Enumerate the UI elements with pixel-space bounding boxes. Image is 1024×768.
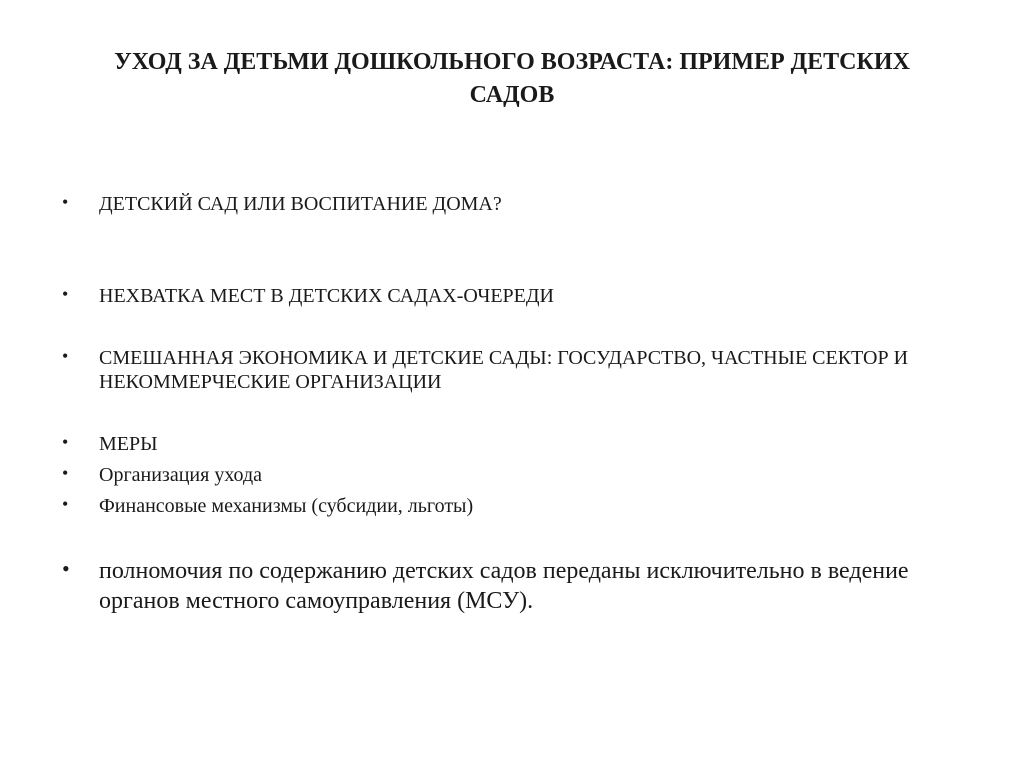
bullet-marker: •: [62, 463, 69, 483]
bullet-item: [62, 494, 982, 518]
bullet-text: Финансовые механизмы (субсидии, льготы): [99, 495, 474, 517]
bullet-item: [62, 556, 982, 616]
bullet-item: [62, 346, 982, 394]
bullet-marker: •: [62, 556, 70, 581]
slide-title: УХОД ЗА ДЕТЬМИ ДОШКОЛЬНОГО ВОЗРАСТА: ПРИМЕР ДЕТСКИХ САДОВ: [114, 49, 910, 108]
bullet-text: полномочия по содержанию детских садов переданы исключительно в ведение органов местного самоуправления (МСУ).: [99, 558, 909, 614]
bullet-item: [62, 192, 982, 216]
bullet-marker: •: [62, 284, 69, 304]
bullet-text: НЕХВАТКА МЕСТ В ДЕТСКИХ САДАХ-ОЧЕРЕДИ: [99, 285, 554, 307]
bullet-item: [62, 432, 982, 456]
bullet-item: [62, 463, 982, 487]
bullet-item: [62, 284, 982, 308]
bullet-text: Организация ухода: [99, 464, 263, 486]
bullet-text: ДЕТСКИЙ САД ИЛИ ВОСПИТАНИЕ ДОМА?: [99, 193, 502, 215]
bullet-marker: •: [62, 346, 69, 366]
bullet-text: СМЕШАННАЯ ЭКОНОМИКА И ДЕТСКИЕ САДЫ: ГОСУДАРСТВО, ЧАСТНЫЕ СЕКТОР И НЕКОММЕРЧЕСКИЕ ОРГАНИЗАЦИИ: [99, 347, 909, 393]
bullet-marker: •: [62, 192, 69, 212]
bullet-text: МЕРЫ: [99, 433, 158, 455]
bullet-marker: •: [62, 432, 69, 452]
bullet-marker: •: [62, 494, 69, 514]
